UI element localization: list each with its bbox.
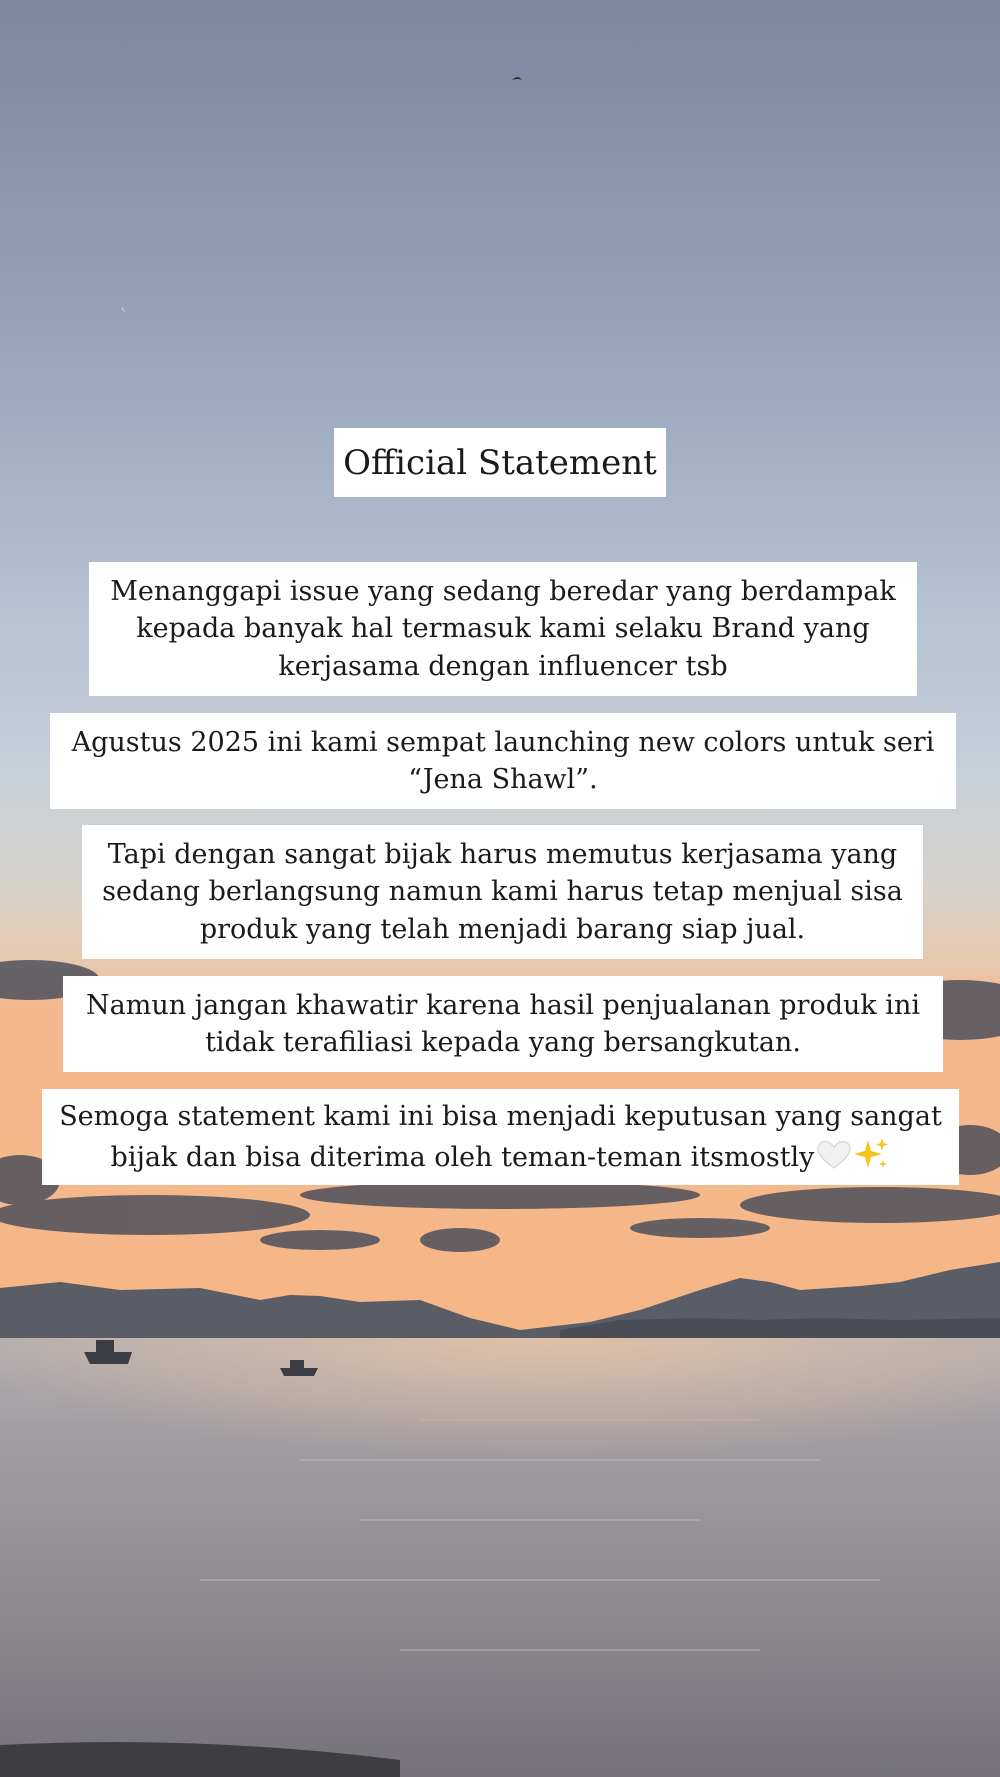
page-title: Official Statement (334, 428, 666, 497)
statement-paragraph-3: Tapi dengan sangat bijak harus memutus kerjasama yang sedang berlangsung namun kami harus tetap menjual sisa produk yang telah menjadi barang siap jual. (82, 825, 923, 959)
statement-paragraph-4: Namun jangan khawatir karena hasil penjualanan produk ini tidak terafiliasi kepada yang bersangkutan. (63, 976, 943, 1072)
statement-paragraph-2: Agustus 2025 ini kami sempat launching new colors untuk seri “Jena Shawl”. (50, 713, 956, 809)
statement-paragraph-5 (42, 1089, 959, 1185)
white-heart-icon (816, 1140, 852, 1170)
statement-paragraph-5-text: Semoga statement kami ini bisa menjadi keputusan yang sangat bijak dan bisa diterima oleh teman-teman itsmostly (59, 1101, 942, 1173)
statement-paragraph-1: Menanggapi issue yang sedang beredar yang berdampak kepada banyak hal termasuk kami selaku Brand yang kerjasama dengan influencer tsb (89, 562, 917, 696)
sparkles-icon (852, 1136, 890, 1172)
